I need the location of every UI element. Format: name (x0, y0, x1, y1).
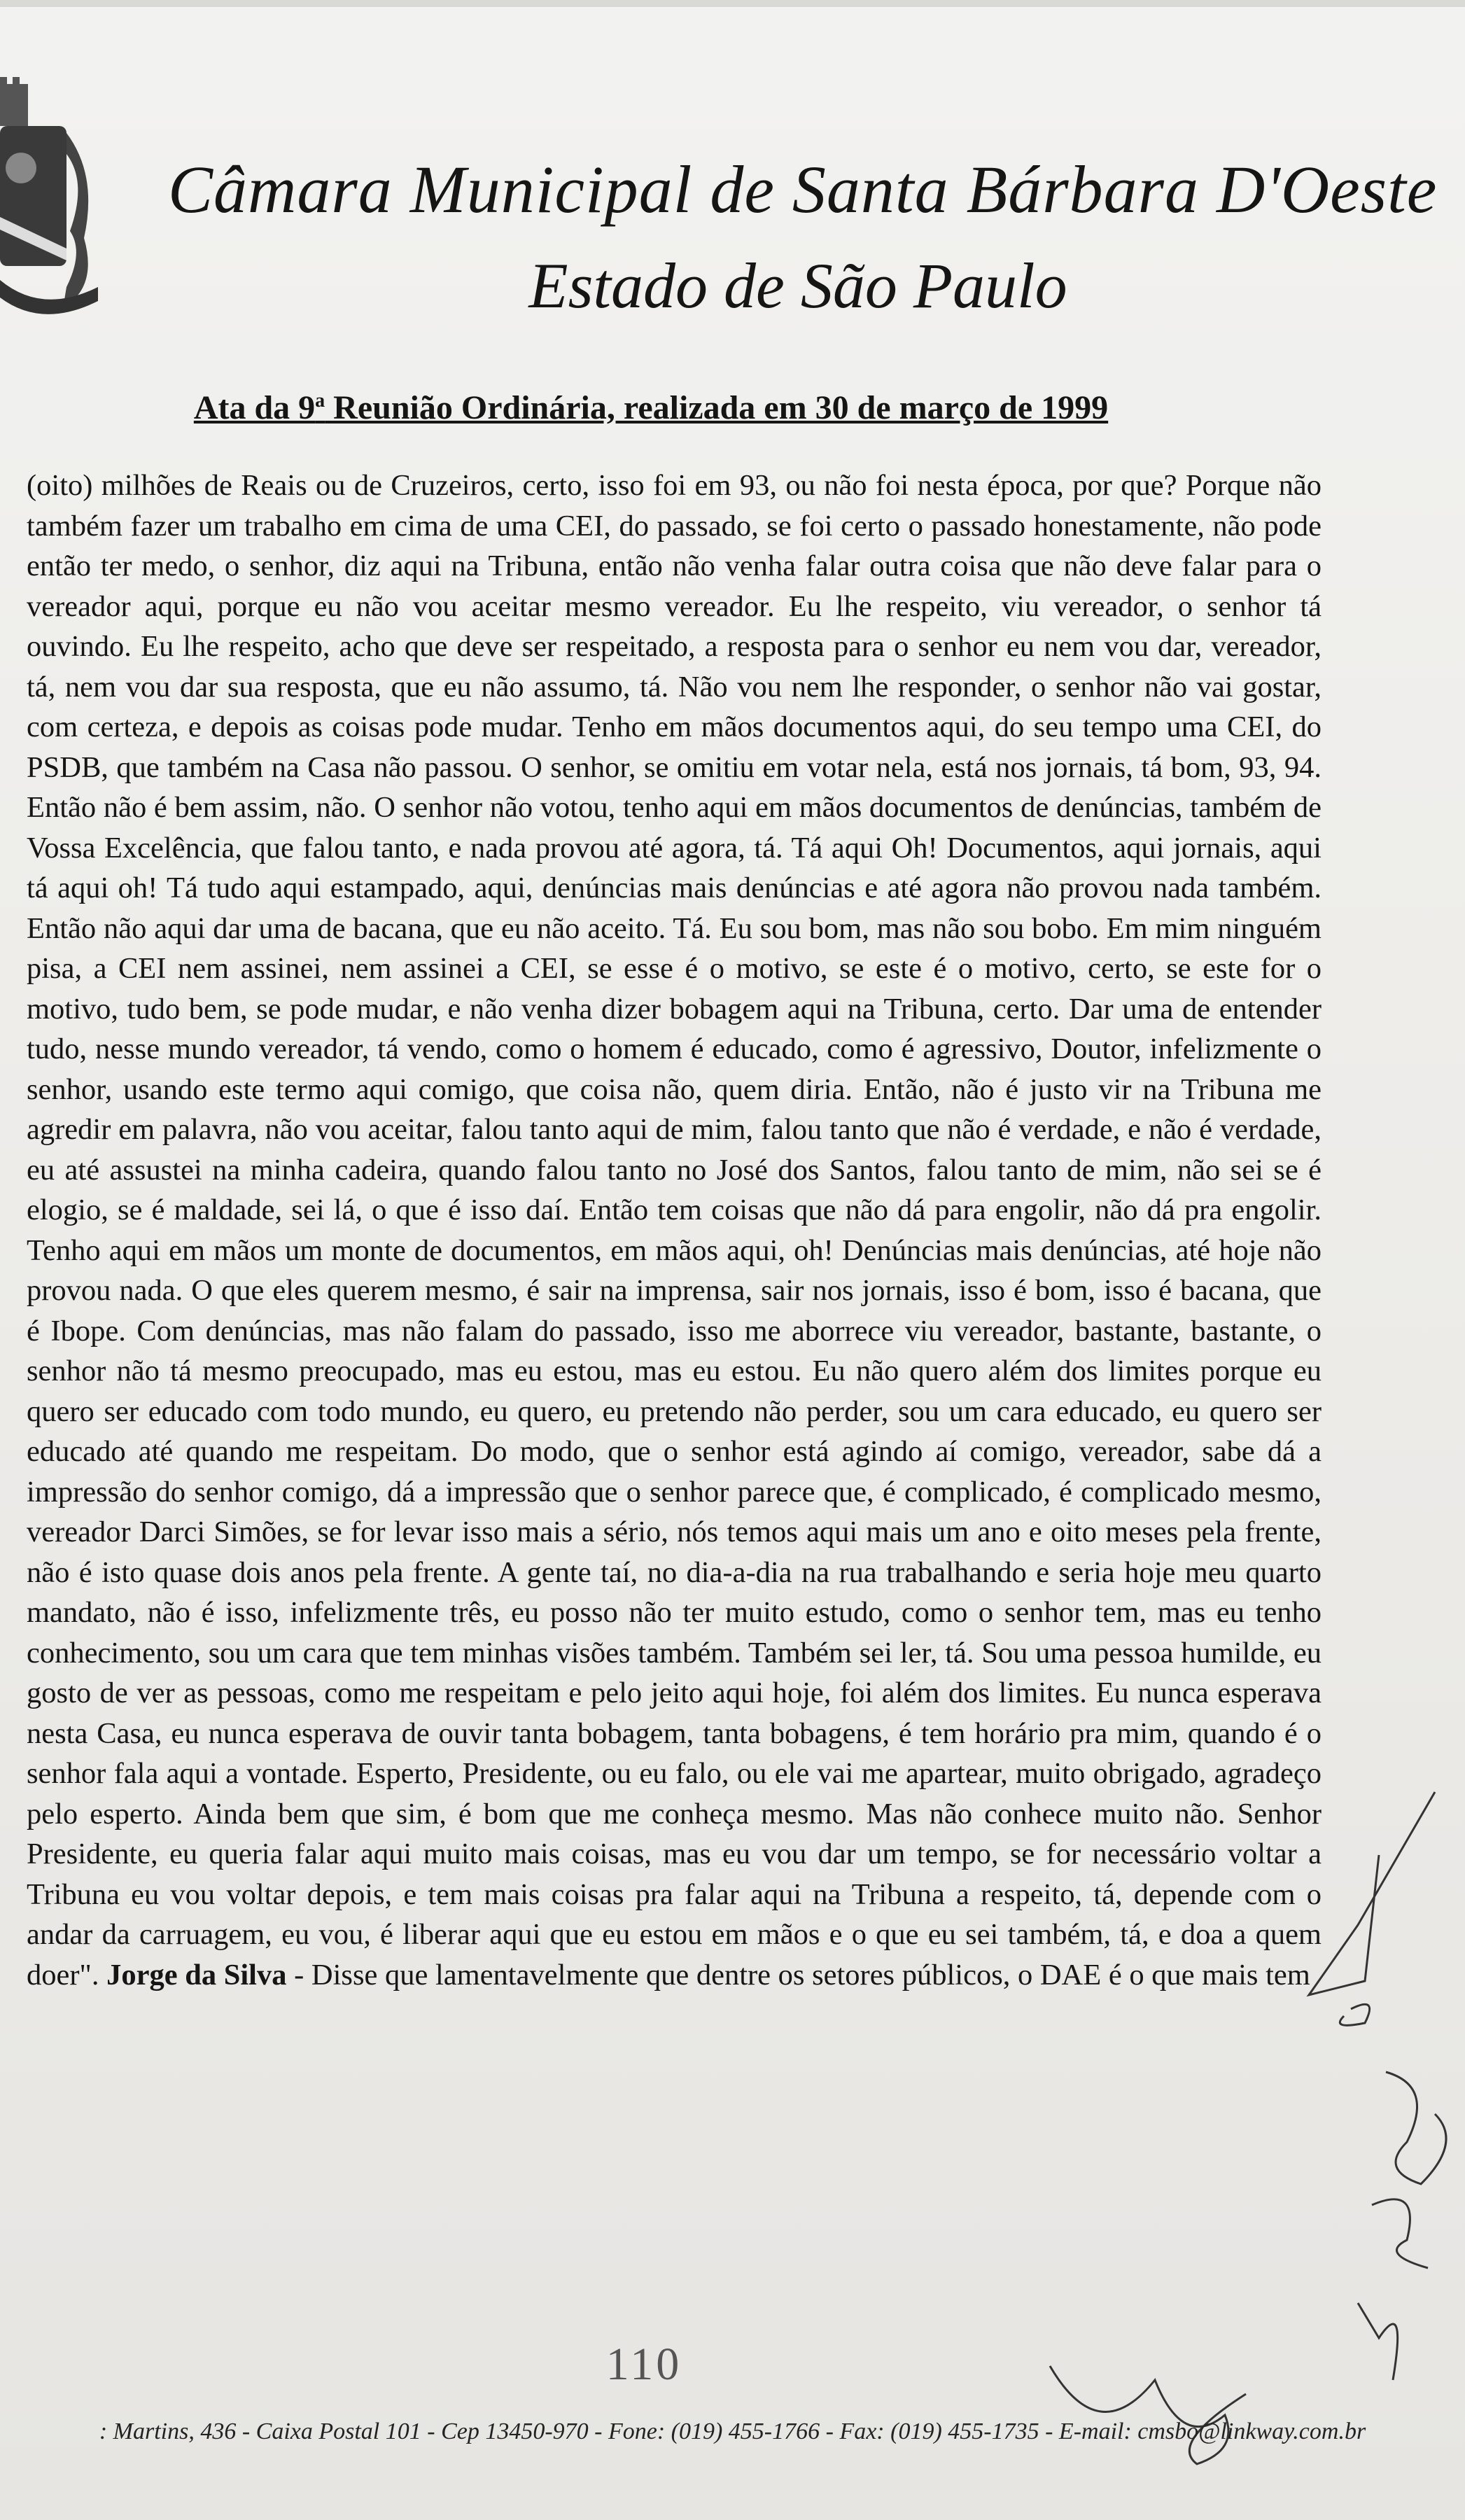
speaker-statement: - Disse que lamentavelmente que dentre os setores públicos, o DAE é o que mais tem (286, 1958, 1310, 1991)
title-superscript: a (315, 390, 325, 412)
page-edge (0, 0, 1465, 7)
page-number: 110 (605, 2339, 682, 2390)
speech-text: (oito) milhões de Reais ou de Cruzeiros, certo, isso foi em 93, ou não foi nesta época, por que? Porque não também fazer um trabalho em cima de uma CEI, do passado, se foi certo o passado honestamente, não pode então ter medo, o senhor, diz aqui na Tribuna, então não venha falar outra coisa que não deve falar para o vereador aqui, porque eu não vou aceitar mesmo vereador. Eu lhe respeito, viu vereador, o senhor tá ouvindo. Eu lhe respeito, acho que deve ser respeitado, a resposta para o senhor eu nem vou dar, vereador, tá, nem vou dar sua resposta, que eu não assumo, tá. Não vou nem lhe responder, o senhor não vai gostar, com certeza, e depois as coisas pode mudar. Tenho em mãos documentos aqui, do seu tempo uma CEI, do PSDB, que também na Casa não passou. O senhor, se omitiu em votar nela, está nos jornais, tá bom, 93, 94. Então não é bem assim, não. O senhor não votou, tenho aqui em mãos documentos de denúncias, também de Vossa Excelência, que falou tanto, e nada provou até agora, tá. Tá aqui Oh! Documentos, aqui jornais, aqui tá aqui oh! Tá tudo aqui estampado, aqui, denúncias mais denúncias e até agora não provou nada também. Então não aqui dar uma de bacana, que eu não aceito. Tá. Eu sou bom, mas não sou bobo. Em mim ninguém pisa, a CEI nem assinei, nem assinei a CEI, se esse é o motivo, se este é o motivo, certo, se este for o motivo, tudo bem, se pode mudar, e não venha dizer bobagem aqui na Tribuna, certo. Dar uma de entender tudo, nesse mundo vereador, tá vendo, como o homem é educado, como é agressivo, Doutor, infelizmente o senhor, usando este termo aqui comigo, que coisa não, quem diria. Então, não é justo vir na Tribuna me agredir em palavra, não vou aceitar, falou tanto aqui de mim, falou tanto que não é verdade, e não é verdade, eu até assustei na minha cadeira, quando falou tanto no José dos Santos, falou tanto de mim, não sei se é elogio, se é maldade, sei lá, o que é isso daí. Então tem coisas que não dá para engolir, não dá pra engolir. Tenho aqui em mãos um monte de documentos, em mãos aqui, oh! Denúncias mais denúncias, até hoje não provou nada. O que eles querem mesmo, é sair na imprensa, sair nos jornais, isso é bom, isso é bacana, que é Ibope. Com denúncias, mas não falam do passado, isso me aborrece viu vereador, bastante, bastante, o senhor não tá mesmo preocupado, mas eu estou, mas eu estou. Eu não quero além dos limites porque eu quero ser educado com todo mundo, eu quero, eu pretendo não perder, sou um cara educado, eu quero ser educado até quando me respeitam. Do modo, que o senhor está agindo aí comigo, vereador, sabe dá a impressão do senhor comigo, dá a impressão que o senhor parece que, é complicado, é complicado mesmo, vereador Darci Simões, se for levar isso mais a sério, nós temos aqui mais um ano e oito meses pela frente, não é isto quase dois anos pela frente. A gente taí, no dia-a-dia na rua trabalhando e seria hoje meu quarto mandato, não é isso, infelizmente três, eu posso não ter muito estudo, como o senhor tem, mas eu tenho conhecimento, sou um cara que tem minhas visões também. Também sei ler, tá. Sou uma pessoa humilde, eu gosto de ver as pessoas, como me respeitam e pelo jeito aqui hoje, foi além dos limites. Eu nunca esperava nesta Casa, eu nunca esperava de ouvir tanta bobagem, tanta bobagens, é tem horário pra mim, quando é o senhor fala aqui a vontade. Esperto, Presidente, ou eu falo, ou ele vai me apartear, muito obrigado, agradeço pelo esperto. Ainda bem que sim, é bom que me conheça mesmo. Mas não conhece muito não. Senhor Presidente, eu queria falar aqui muito mais coisas, mas eu vou dar um tempo, se for necessário voltar a Tribuna eu vou voltar depois, e tem mais coisas pra falar aqui na Tribuna a respeito, tá, depende com o andar da carruagem, eu vou, é liberar aqui que eu estou em mãos e o que eu sei também, tá, e doa a quem doer". (27, 469, 1322, 1991)
signatures-icon (1015, 1750, 1465, 2520)
footer-address: : Martins, 436 - Caixa Postal 101 - Cep 13450-970 - Fone: (019) 455-1766 - Fax: (019) 455-1735 - E-mail: cmsbo@linkway.com.br (99, 2418, 1366, 2444)
minutes-title (175, 388, 1127, 427)
coat-of-arms-icon (0, 77, 101, 385)
council-name: Câmara Municipal de Santa Bárbara D'Oeste (168, 152, 1438, 227)
title-prefix: Ata da 9 (193, 389, 316, 426)
state-name: Estado de São Paulo (528, 250, 1067, 321)
title-suffix: Reunião Ordinária, realizada em 30 de março de 1999 (325, 389, 1109, 426)
speaker-name: Jorge da Silva (106, 1958, 287, 1991)
